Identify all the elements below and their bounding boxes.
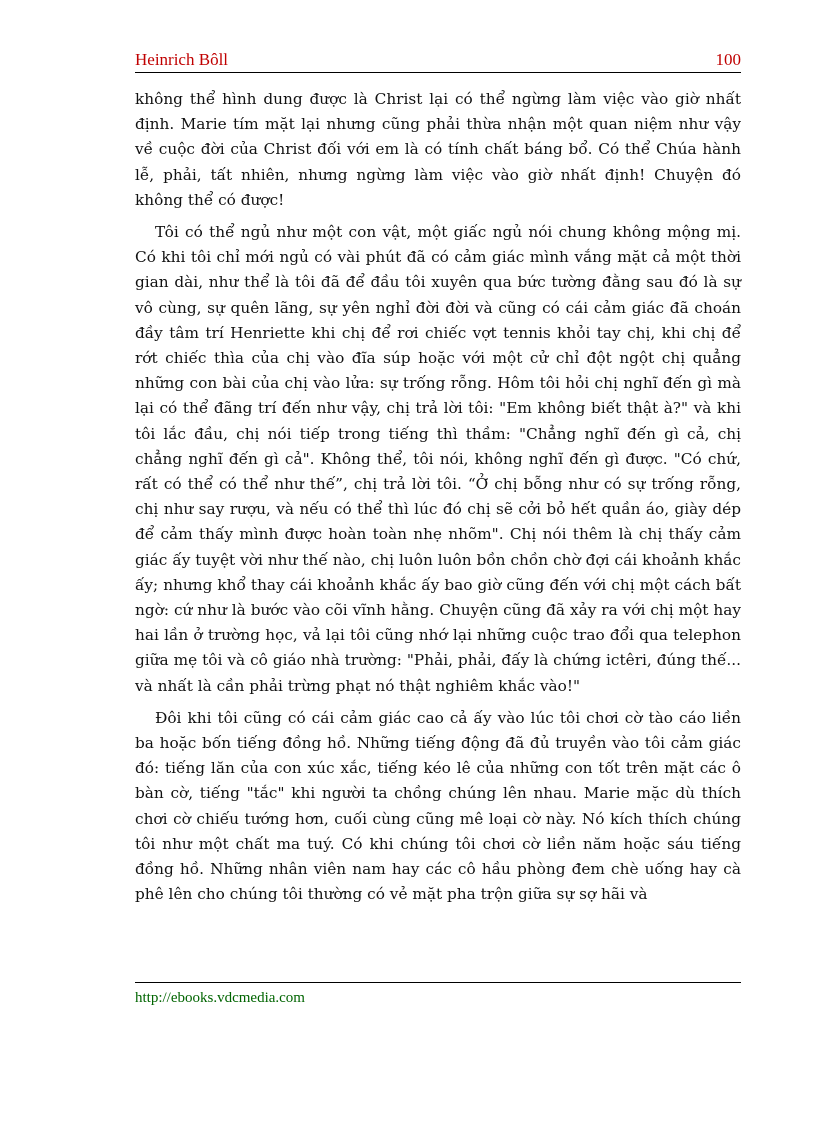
paragraph-continuation: không thể hình dung được là Christ lại có thể ngừng làm việc vào giờ nhất định. Marie tím mặt lại nhưng cũng phải thừa nhận một quan niệm như vậy về cuộc đời của Christ đối với em là có tính chất báng bổ. Có thể Chúa hành lễ, phải, tất nhiên, nhưng ngừng làm việc vào giờ nhất định! Chuyện đó không thể có được! <box>135 90 741 209</box>
header-rule <box>135 72 741 73</box>
footer-link[interactable]: http://ebooks.vdcmedia.com <box>135 990 305 1006</box>
page-header <box>135 50 741 72</box>
running-head-author: Heinrich Bôll <box>135 50 229 69</box>
footer-rule <box>135 982 741 983</box>
paragraph: Tôi có thể ngủ như một con vật, một giấc ngủ nói chung không mộng mị. Có khi tôi chỉ mới ngủ có vài phút đã có cảm giác mình vắng mặt cả một thời gian dài, như thể là tôi đã để đầu tôi xuyên qua bức tường đằng sau đó là sự vô cùng, sự quên lãng, sự yên nghỉ đời đời và cũng có cái cảm giác đã choán đầy tâm trí Henriette khi chị để rơi chiếc vợt tennis khỏi tay chị, khi chị để rớt chiếc thìa của chị vào đĩa súp hoặc với một cử chỉ đột ngột chị quẳng những con bài của chị vào lửa: sự trống rỗng. Hôm tôi hỏi chị nghĩ đến gì mà lại có thể đãng trí đến như vậy, chị trả lời tôi: "Em không biết thật à?" và khi tôi lắc đầu, chị nói tiếp trong tiếng thì thầm: "Chẳng nghĩ đến gì cả, chị chẳng nghĩ đến gì cả". Không thể, tôi nói, không nghĩ đến gì được. "Có chứ, rất có thể có thể như thế”, chị trả lời tôi. “Ở chị bỗng như có sự trống rỗng, chị như say rượu, và nếu có thể thì lúc đó chị sẽ cởi bỏ hết quần áo, giày dép để cảm thấy mình được hoàn toàn nhẹ nhõm". Chị nói thêm là chị thấy cảm giác ấy tuyệt vời như thế nào, chị luôn luôn bồn chồn chờ đợi cái khoảnh khắc ấy; nhưng khổ thay cái khoảnh khắc ấy bao giờ cũng đến với chị một cách bất ngờ: cứ như là bước vào cõi vĩnh hằng. Chuyện cũng đã xảy ra với chị một hay hai lần ở trường học, vả lại tôi cũng nhớ lại những cuộc trao đổi qua telephon giữa mẹ tôi và cô giáo nhà trường: "Phải, phải, đấy là chứng ictêri, đúng thế... và nhất là cần phải trừng phạt nó thật nghiêm khắc vào!" <box>135 223 741 695</box>
paragraph: Đôi khi tôi cũng có cái cảm giác cao cả ấy vào lúc tôi chơi cờ tào cáo liền ba hoặc bốn tiếng đồng hồ. Những tiếng động đã đủ truyền vào tôi cảm giác đó: tiếng lăn của con xúc xắc, tiếng kéo lê của những con tốt trên mặt các ô bàn cờ, tiếng "tắc" khi người ta chồng chúng lên nhau. Marie mặc dù thích chơi cờ chiếu tướng hơn, cuối cùng cũng mê loại cờ này. Nó kích thích chúng tôi như một chất ma tuý. Có khi chúng tôi chơi cờ liền năm hoặc sáu tiếng đồng hồ. Những nhân viên nam hay các cô hầu phòng đem chè uống hay cà phê lên cho chúng tôi thường có vẻ mặt pha trộn giữa sự sợ hãi và <box>135 708 741 904</box>
body-text <box>135 87 741 915</box>
page-number: 100 <box>715 50 741 69</box>
